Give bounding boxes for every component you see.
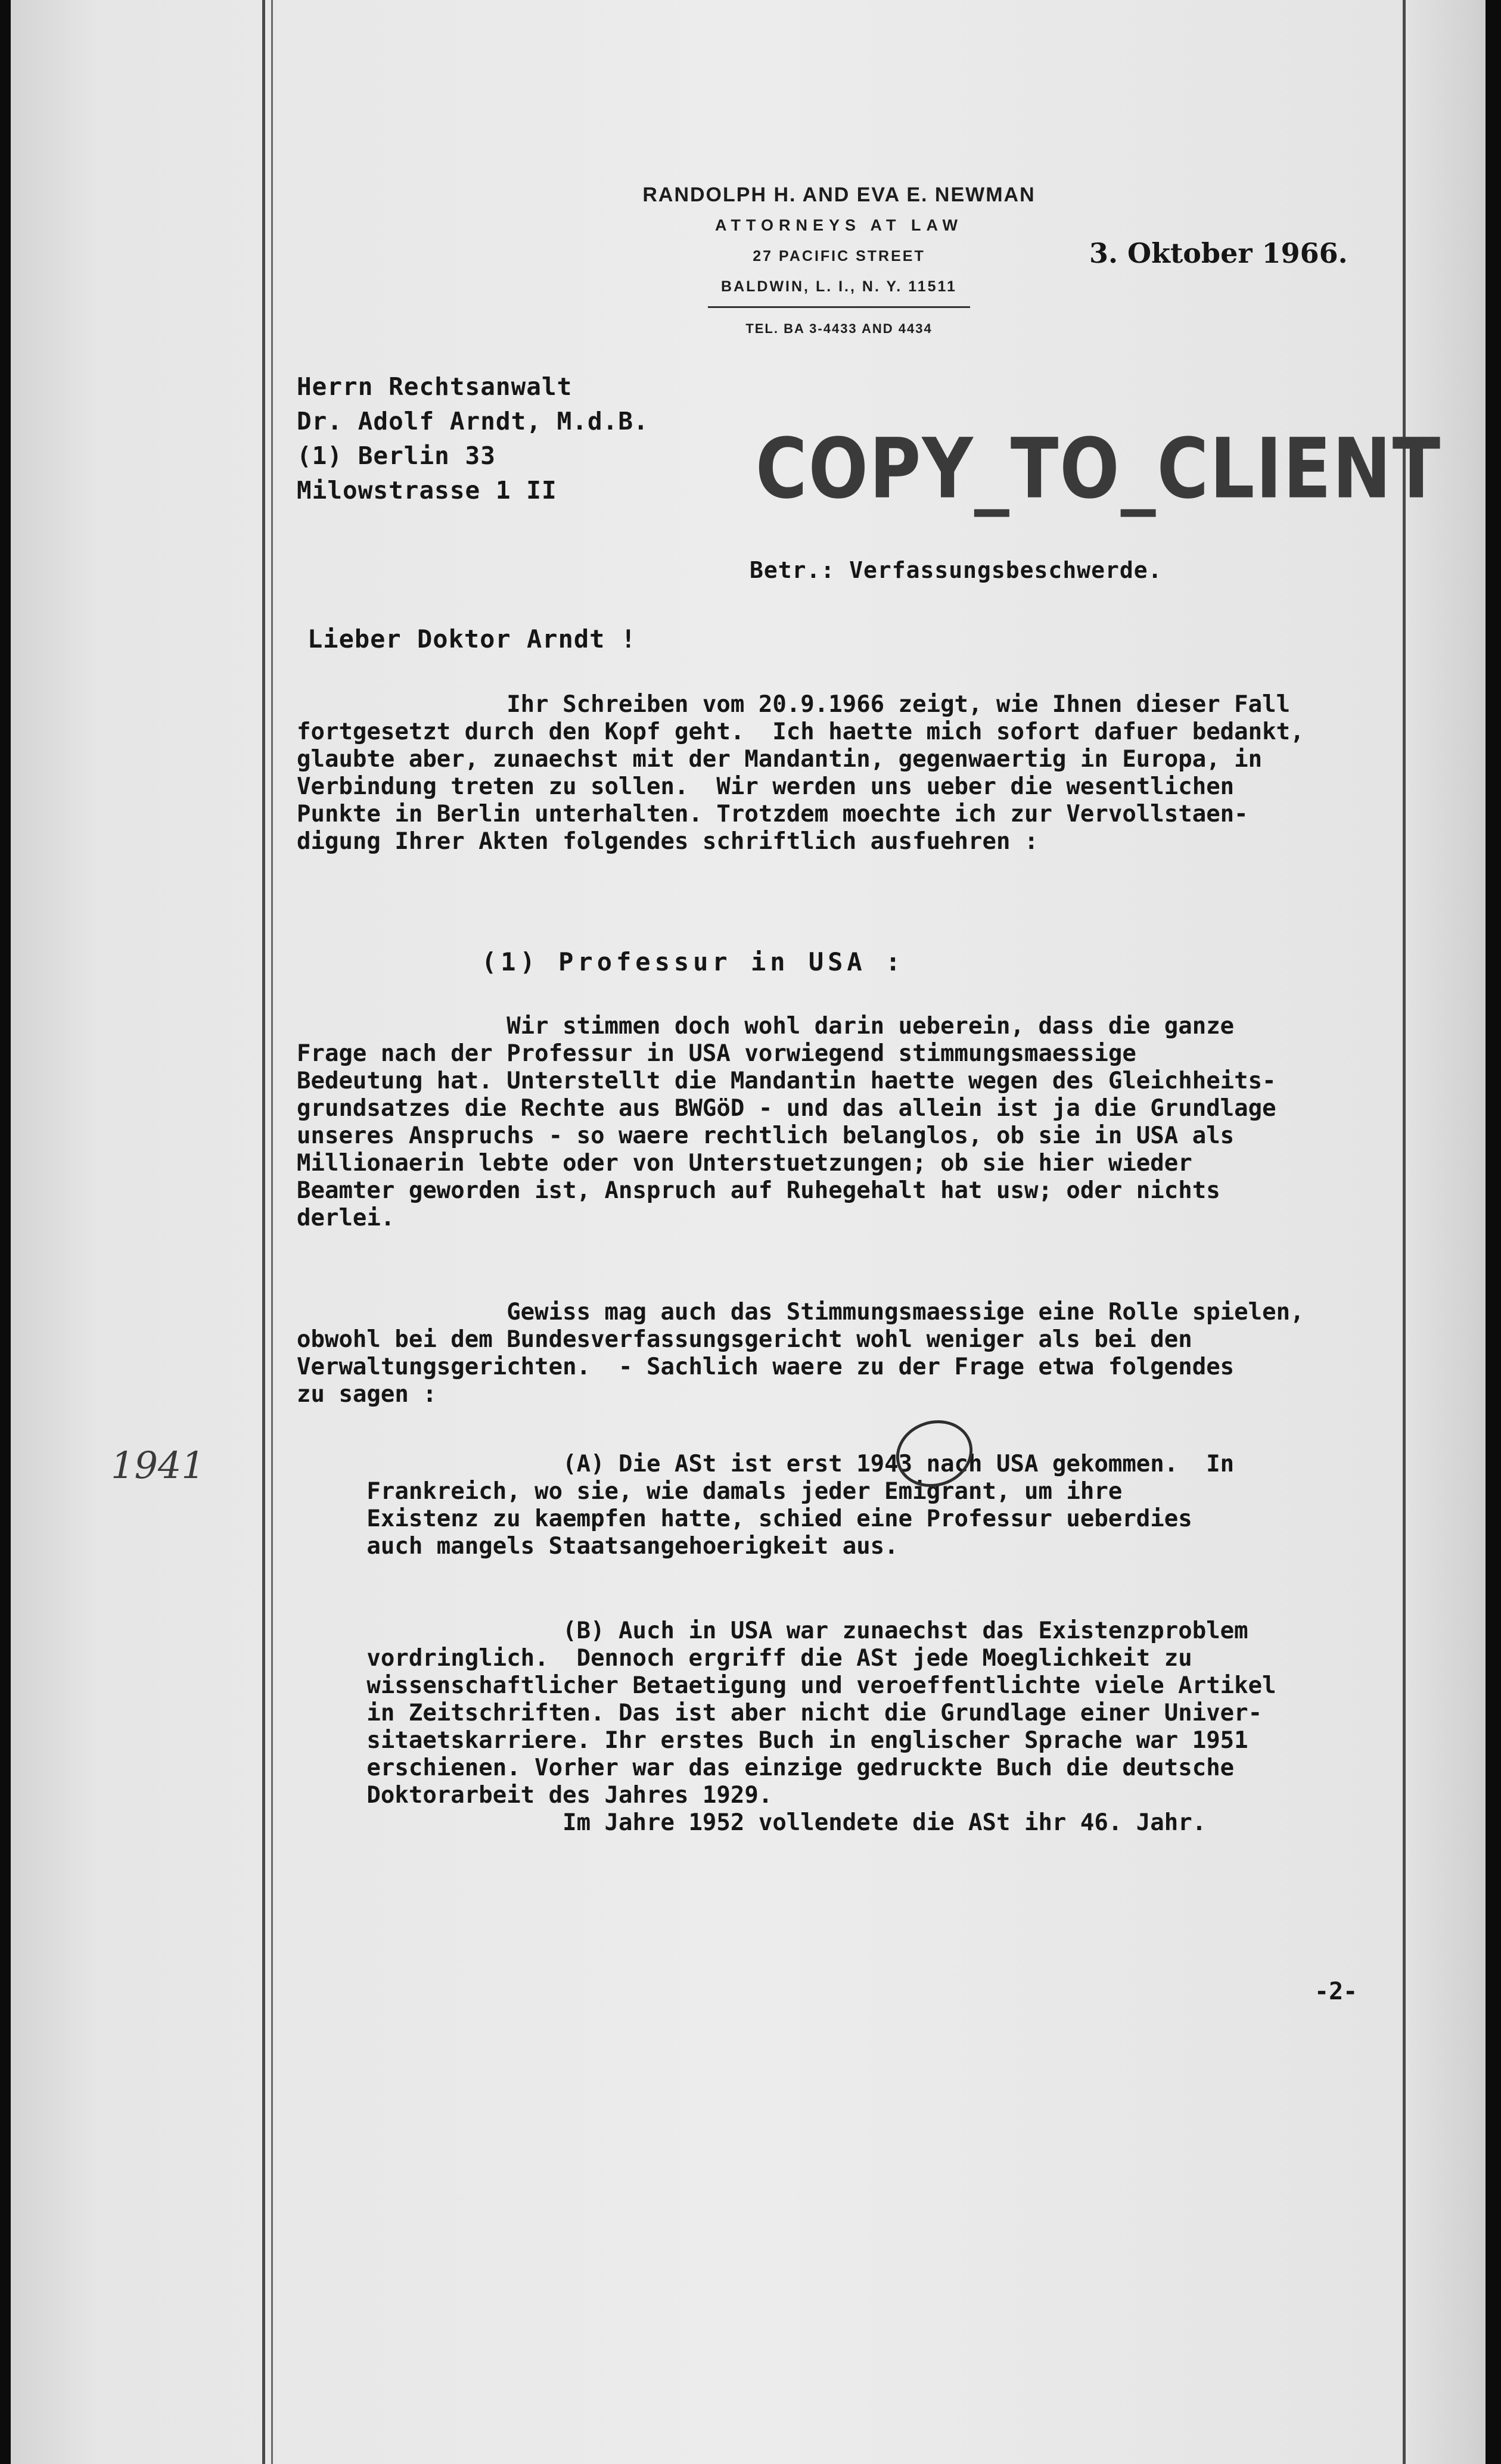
recipient-line: Milowstrasse 1 II — [297, 476, 557, 505]
intro-paragraph: Ihr Schreiben vom 20.9.1966 zeigt, wie Ihnen dieser Fall fortgesetzt durch den Kopf geht. Ich haette mich sofort dafuer bedankt, glaubte aber, zunaechst mit der Mandantin, gegenwaertig in Europa, in Verbindung treten zu sollen. Wir werden uns ueber die wesentlichen Punkte in Berlin unterhalten. Trotzdem moechte ich zur Vervollstaen- digung Ihrer Akten folgendes schriftlich ausfuehren : — [297, 691, 1304, 855]
recipient-line: Herrn Rechtsanwalt — [297, 372, 573, 401]
copy-to-client-stamp: COPY_TO_CLIENT — [756, 420, 1442, 517]
letterhead-subtitle: ATTORNEYS AT LAW — [715, 216, 963, 234]
salutation: Lieber Doktor Arndt ! — [307, 624, 637, 654]
subject-line: Betr.: Verfassungsbeschwerde. — [750, 557, 1163, 583]
section-heading: (1) Professur in USA : — [481, 947, 905, 976]
letterhead-city: BALDWIN, L. I., N. Y. 11511 — [721, 278, 957, 295]
letter-date: 3. Oktober 1966. — [1089, 237, 1348, 269]
document-page — [11, 0, 1486, 2464]
right-margin-rule — [1403, 0, 1406, 2464]
handwritten-margin-note: 1941 — [111, 1443, 205, 1487]
recipient-line: Dr. Adolf Arndt, M.d.B. — [297, 407, 649, 435]
letterhead-street: 27 PACIFIC STREET — [753, 248, 925, 265]
letterhead-divider — [708, 306, 970, 308]
letterhead — [613, 183, 1065, 337]
recipient-line: (1) Berlin 33 — [297, 441, 496, 470]
letterhead-phone: TEL. BA 3-4433 AND 4434 — [745, 321, 933, 336]
paragraph-2: Gewiss mag auch das Stimmungsmaessige eine Rolle spielen, obwohl bei dem Bundesverfassungsgericht wohl weniger als bei den Verwaltungsgerichten. - Sachlich waere zu der Frage etwa folgendes zu sagen : — [297, 1299, 1304, 1408]
paragraph-1: Wir stimmen doch wohl darin ueberein, dass die ganze Frage nach der Professur in USA vorwiegend stimmungsmaessige Bedeutung hat. Unterstellt die Mandantin haette wegen des Gleichheits- grundsatzes die Rechte aus BWGöD - und das allein ist ja die Grundlage unseres Anspruchs - so waere rechtlich belanglos, ob sie in USA als Millionaerin lebte oder von Unterstuetzungen; ob sie hier wieder Beamter geworden ist, Anspruch auf Ruhegehalt hat usw; oder nichts derlei. — [297, 1013, 1276, 1231]
paragraph-b: (B) Auch in USA war zunaechst das Existenzproblem vordringlich. Dennoch ergriff die ASt jede Moeglichkeit zu wissenschaftlicher Betaetigung und veroeffentlichte viele Artikel in Zeitschriften. Das ist aber nicht die Grundlage einer Univer- sitaetskarriere. Ihr erstes Buch in englischer Sprache war 1951 erschienen. Vorher war das einzige gedruckte Buch die deutsche Doktorarbeit des Jahres 1929. Im Jahre 1952 vollendete die ASt ihr 46. Jahr. — [366, 1617, 1276, 1836]
paragraph-a: (A) Die ASt ist erst 1943 nach USA gekommen. In Frankreich, wo sie, wie damals jeder Emigrant, um ihre Existenz zu kaempfen hatte, schied eine Professur ueberdies auch mangels Staatsangehoerigkeit aus. — [366, 1451, 1235, 1560]
left-margin-rule — [262, 0, 265, 2464]
page-number: -2- — [1314, 1978, 1358, 2005]
left-margin-rule-inner — [271, 0, 273, 2464]
letterhead-name: RANDOLPH H. AND EVA E. NEWMAN — [642, 183, 1036, 206]
recipient-address — [297, 369, 649, 508]
